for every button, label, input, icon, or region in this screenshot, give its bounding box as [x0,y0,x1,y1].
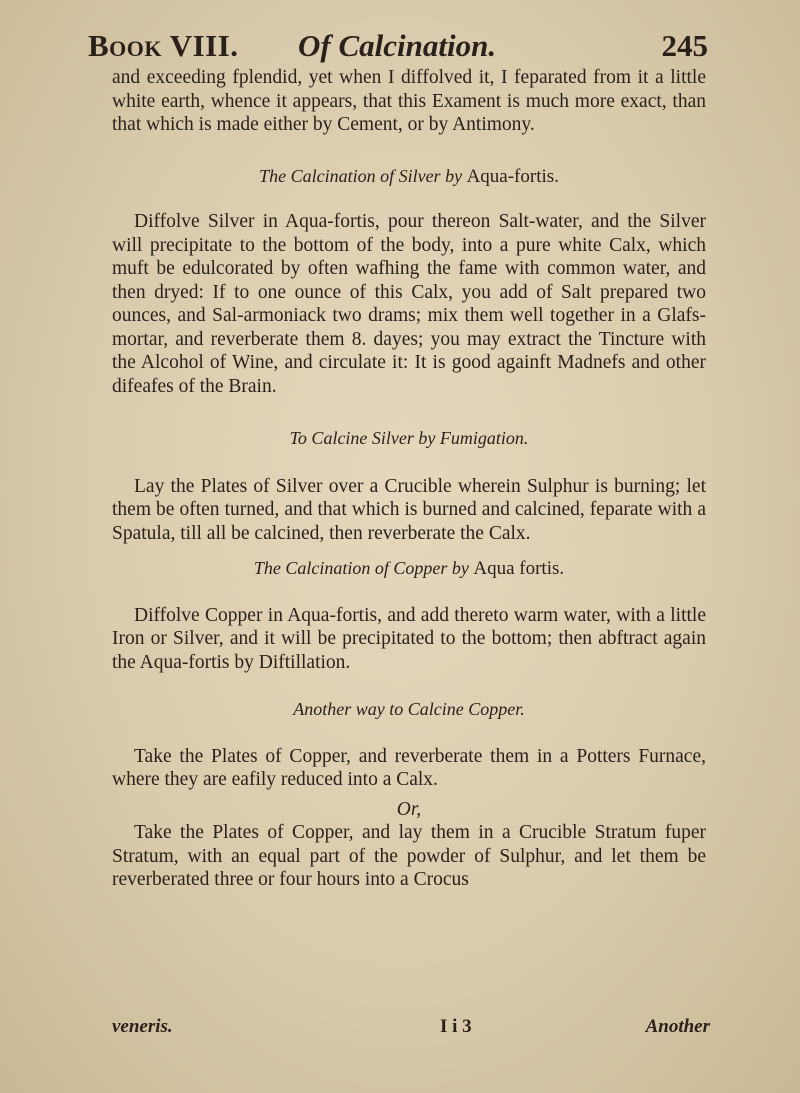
page-body [112,66,706,892]
section-heading-copper-aqua-fortis [112,557,706,581]
page-footer [112,1016,710,1044]
intro-paragraph: and exceeding fplendid, yet when I diffolved it, I feparated from it a little white earth, whence it appears, that this Exament is much more exact, than that which is made either by Cement, or by Antimony. [112,67,706,135]
paragraph-copper-aqua-fortis: Diffolve Copper in Aqua-fortis, and add thereto warm water, with a little Iron or Silver, and it will be precipitated to the bottom; then abftract again the Aqua-fortis by Diftillation. [112,604,706,673]
paragraph-silver-aqua-fortis: Diffolve Silver in Aqua-fortis, pour thereon Salt-water, and the Silver will precipitate to the bottom of the body, into a pure white Calx, which muft be edulcorated by often wafhing the fame with common water, and then dryed: If to one ounce of this Calx, you add of Salt prepared two ounces, and Sal-armoniack two drams; mix them well together in a Glafs-mortar, and reverberate them 8. dayes; you may extract the Tincture with the Alcohol of Wine, and circulate it: It is good againft Madnefs and other difeafes of the Brain. [112,211,706,397]
page-number: 245 [661,28,708,63]
catchword: Another [645,1016,710,1037]
running-head: Book VIII. [88,28,239,63]
paragraph-silver-fumigation: Lay the Plates of Silver over a Crucible wherein Sulphur is burning; let them be often turned, and that which is burned and calcined, feparate with a Spatula, till all be calcined, then reverberate the Calx. [112,475,706,544]
paragraph-copper-crucible: Take the Plates of Copper, and lay them in a Crucible Stratum fuper Stratum, with an equal part of the powder of Sulphur, and let them be reverberated three or four hours into a Crocus [112,822,706,890]
heading-roman-part: Aqua-fortis. [466,165,559,187]
paragraph-copper-potters-furnace: Take the Plates of Copper, and reverberate them in a Potters Furnace, where they are eafily reduced into a Calx. [112,745,706,790]
heading-roman-part: Aqua fortis. [473,558,565,579]
section-heading-another-way-copper: Another way to Calcine Copper. [293,699,525,719]
heading-italic-part: The Calcination of Copper by [253,558,469,578]
signature-mark: I i 3 [440,1016,472,1037]
footer-continuation: veneris. [112,1016,173,1037]
section-heading-silver-aqua-fortis [112,165,706,189]
heading-italic-part: The Calcination of Silver by [259,165,463,186]
running-title: Of Calcination. [298,28,497,63]
section-heading-silver-fumigation: To Calcine Silver by Fumigation. [289,428,529,448]
or-label: Or, [396,798,422,820]
